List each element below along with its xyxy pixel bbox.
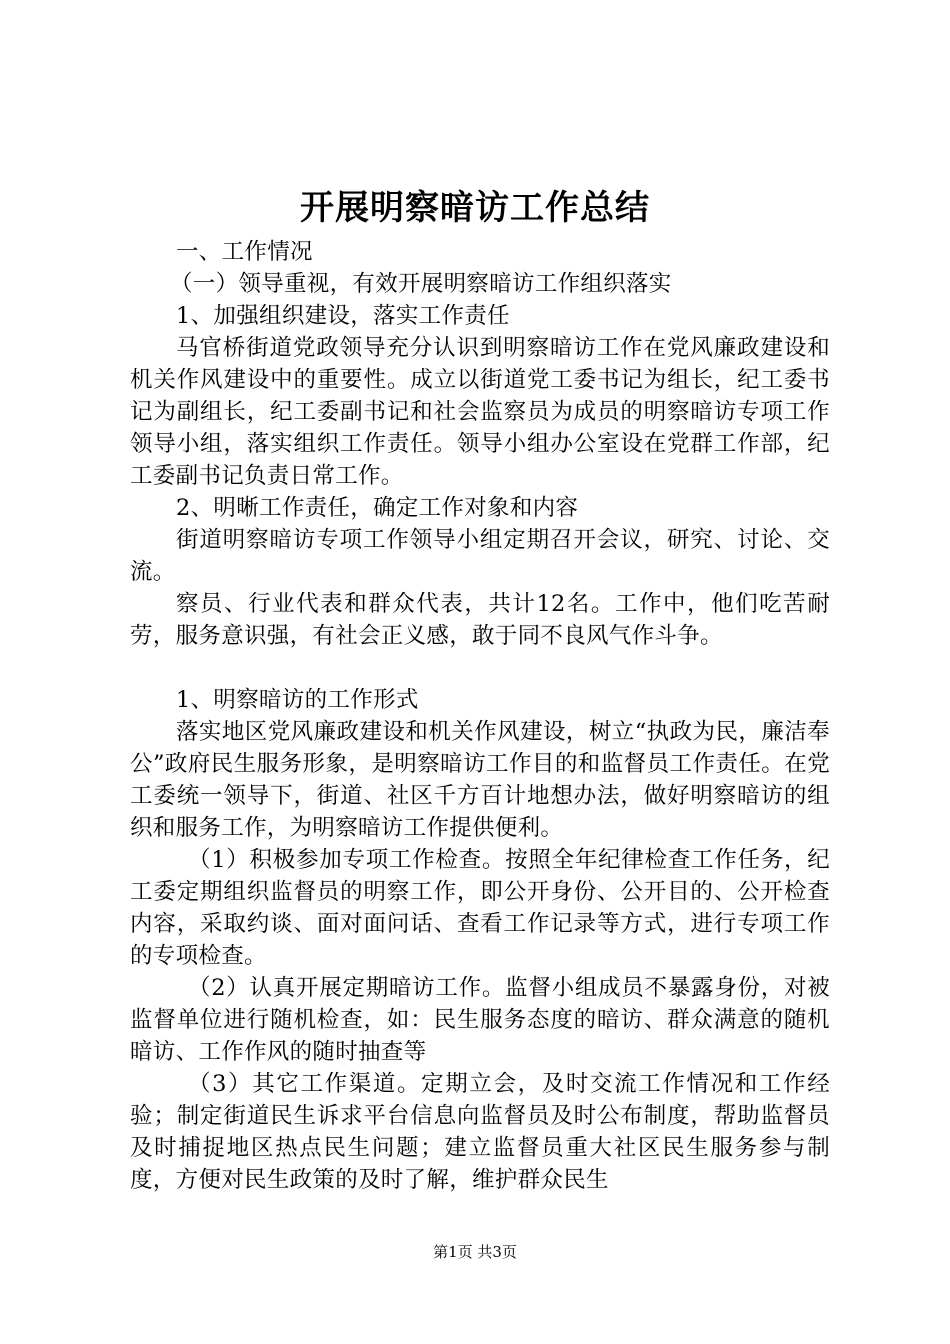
body-paragraph: 落实地区党风廉政建设和机关作风建设，树立“执政为民，廉洁奉公”政府民生服务形象，是明察暗访工作目的和监督员工作责任。在党工委统一领导下，街道、社区千方百计地想办法，做好明察暗访的组织和服务工作，为明察暗访工作提供便利。 — [130, 719, 830, 841]
item-heading: 1、加强组织建设，落实工作责任 — [176, 303, 510, 329]
body-paragraph: 街道明察暗访专项工作领导小组定期召开会议，研究、讨论、交流。 — [130, 527, 830, 585]
subsection-heading: （一）领导重视，有效开展明察暗访工作组织落实 — [170, 271, 672, 297]
body-paragraph: 察员、行业代表和群众代表，共计12名。工作中，他们吃苦耐劳，服务意识强，有社会正义感，敢于同不良风气作斗争。 — [130, 591, 830, 649]
page-number-footer: 第1页 共3页 — [433, 1243, 517, 1261]
numbered-paragraph: （3）其它工作渠道。定期立会，及时交流工作情况和工作经验；制定街道民生诉求平台信息向监督员及时公布制度，帮助监督员及时捕捉地区热点民生问题；建立监督员重大社区民生服务参与制度，方便对民生政策的及时了解，维护群众民生 — [130, 1071, 830, 1193]
body-paragraph: 马官桥街道党政领导充分认识到明察暗访工作在党风廉政建设和机关作风建设中的重要性。成立以街道党工委书记为组长，纪工委书记为副组长，纪工委副书记和社会监察员为成员的明察暗访专项工作领导小组，落实组织工作责任。领导小组办公室设在党群工作部，纪工委副书记负责日常工作。 — [130, 335, 830, 489]
numbered-paragraph: （2）认真开展定期暗访工作。监督小组成员不暴露身份，对被监督单位进行随机检查，如：民生服务态度的暗访、群众满意的随机暗访、工作作风的随时抽查等 — [130, 975, 830, 1065]
document-body — [130, 236, 830, 1196]
paragraph-gap — [130, 652, 830, 684]
section-heading: 一、工作情况 — [176, 239, 313, 265]
item-heading: 2、明晰工作责任，确定工作对象和内容 — [176, 495, 579, 521]
document-title: 开展明察暗访工作总结 — [300, 188, 650, 228]
numbered-paragraph: （1）积极参加专项工作检查。按照全年纪律检查工作任务，纪工委定期组织监督员的明察工作，即公开身份、公开目的、公开检查内容，采取约谈、面对面问话、查看工作记录等方式，进行专项工作的专项检查。 — [130, 847, 830, 969]
item-heading: 1、明察暗访的工作形式 — [176, 687, 419, 713]
